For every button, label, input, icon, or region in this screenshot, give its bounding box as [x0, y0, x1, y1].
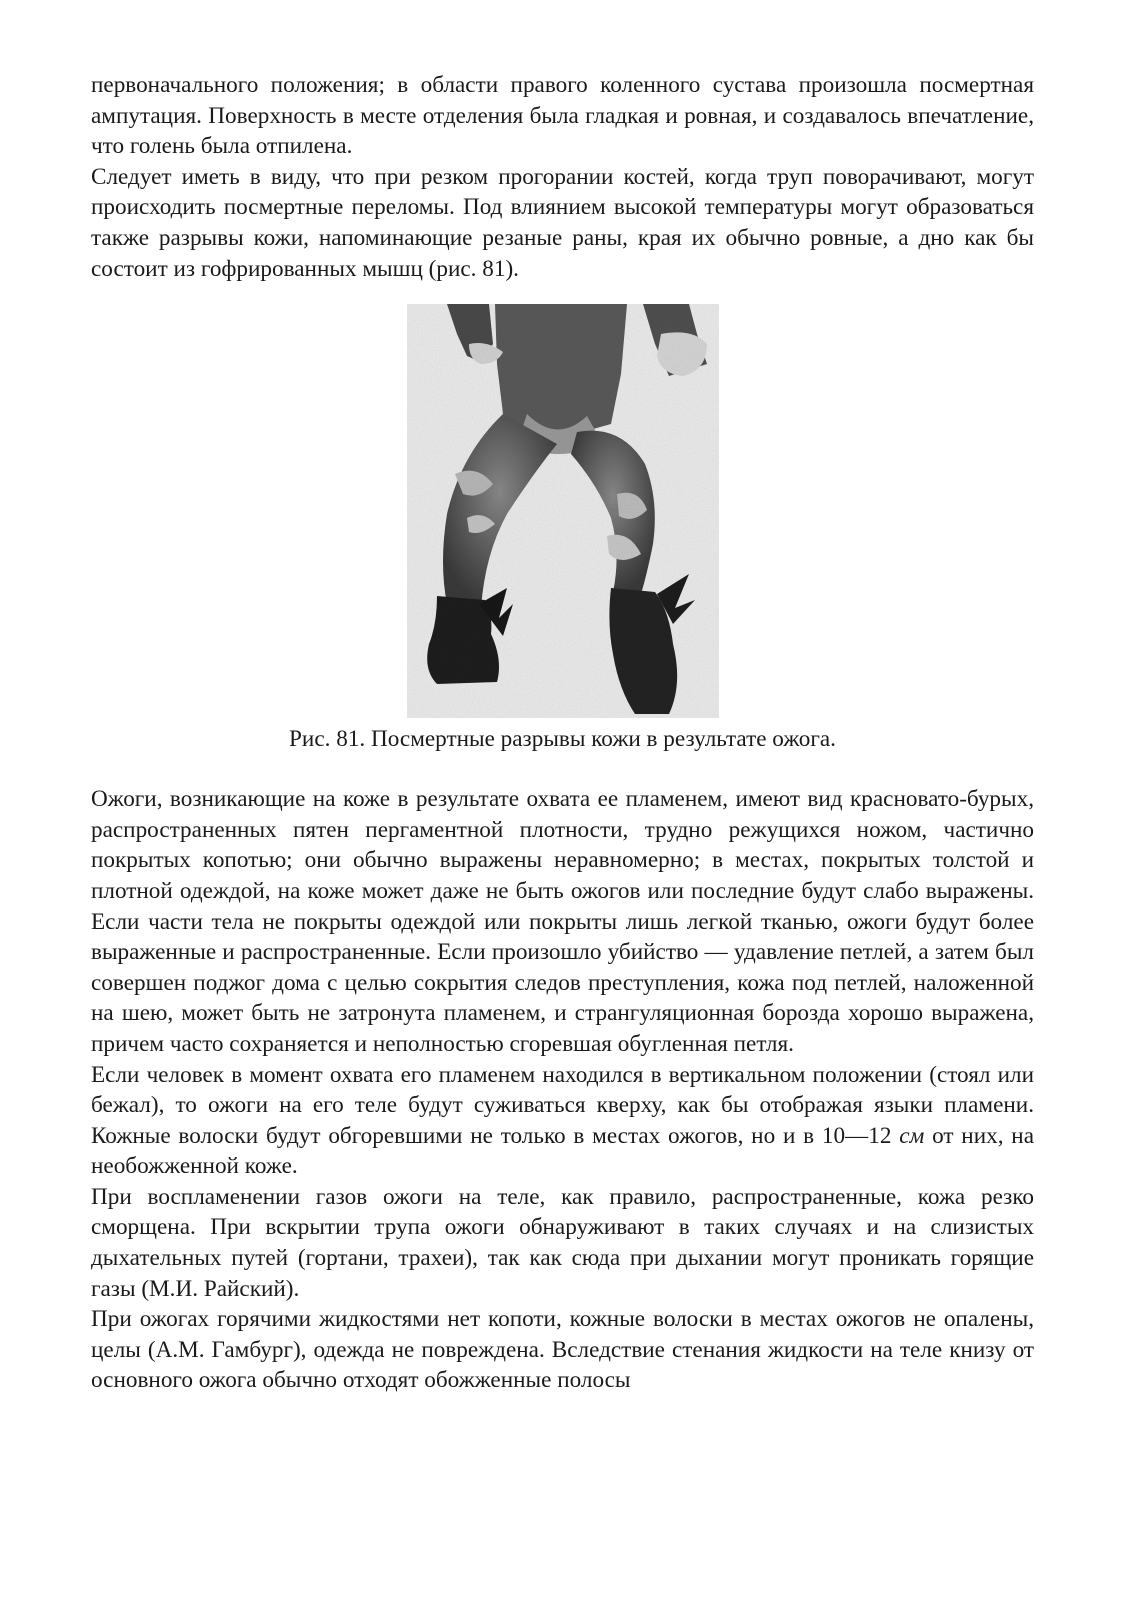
- figure-caption: Рис. 81. Посмертные разрывы кожи в результате ожога.: [289, 726, 836, 753]
- paragraph: При воспламенении газов ожоги на теле, как правило, распространенные, кожа резко сморщена. При вскрытии трупа ожоги обнаруживают в таких случаях и на слизистых дыхательных путей (гортани, трахеи), так как сюда при дыхании могут проникать горящие газы (М.И. Райский).: [91, 1183, 1034, 1302]
- burned-legs-photo: [407, 304, 719, 718]
- paragraph-text: Если человек в момент охвата его пламенем находился в вертикальном положении (стоял или бежал), то ожоги на его теле будут суживаться кверху, как бы отображая языки пламени. Кожные волоски будут обгоревшими не только в местах ожогов, но и в 10—12: [91, 1061, 1034, 1149]
- paragraph: [91, 1060, 1034, 1182]
- paragraph: Следует иметь в виду, что при резком прогорании костей, когда труп поворачивают, могут происходить посмертные переломы. Под влиянием высокой температуры могут образоваться также разрывы кожи, напоминающие резаные раны, края их обычно ровные, а дно как бы состоит из гофрированных мышц (рис. 81).: [91, 163, 1034, 282]
- figure-81: [91, 304, 1034, 754]
- paragraph-text: от них, на необожженной коже.: [91, 1122, 1034, 1180]
- paragraph: первоначального положения; в области правого коленного сустава произошла посмертная ампутация. Поверхность в месте отделения была гладкая и ровная, и создавалось впечатление, что голень была отпилена.: [91, 72, 1034, 160]
- document-page: [91, 70, 1034, 1396]
- paragraph: При ожогах горячими жидкостями нет копоти, кожные волоски в местах ожогов не опалены, целы (А.М. Гамбург), одежда не повреждена. Вследствие стенания жидкости на теле книзу от основного ожога обычно отходят обожженные полосы: [91, 1306, 1034, 1394]
- unit-text: см: [899, 1122, 925, 1149]
- spacer: [91, 754, 1034, 784]
- paragraph: Ожоги, возникающие на коже в результате охвата ее пламенем, имеют вид красновато-бурых, распространенных пятен пергаментной плотности, трудно режущихся ножом, частично покрытых копотью; они обычно выражены неравномерно; в местах, покрытых толстой и плотной одеждой, на коже может даже не быть ожогов или последние будут слабо выражены. Если части тела не покрыты одеждой или покрыты лишь легкой тканью, ожоги будут более выраженные и распространенные. Если произошло убийство — удавление петлей, а затем был совершен поджог дома с целью сокрытия следов преступления, кожа под петлей, наложенной на шею, может быть не затронута пламенем, и странгуляционная борозда хорошо выражена, причем часто сохраняется и неполностью сгоревшая обугленная петля.: [91, 786, 1034, 1057]
